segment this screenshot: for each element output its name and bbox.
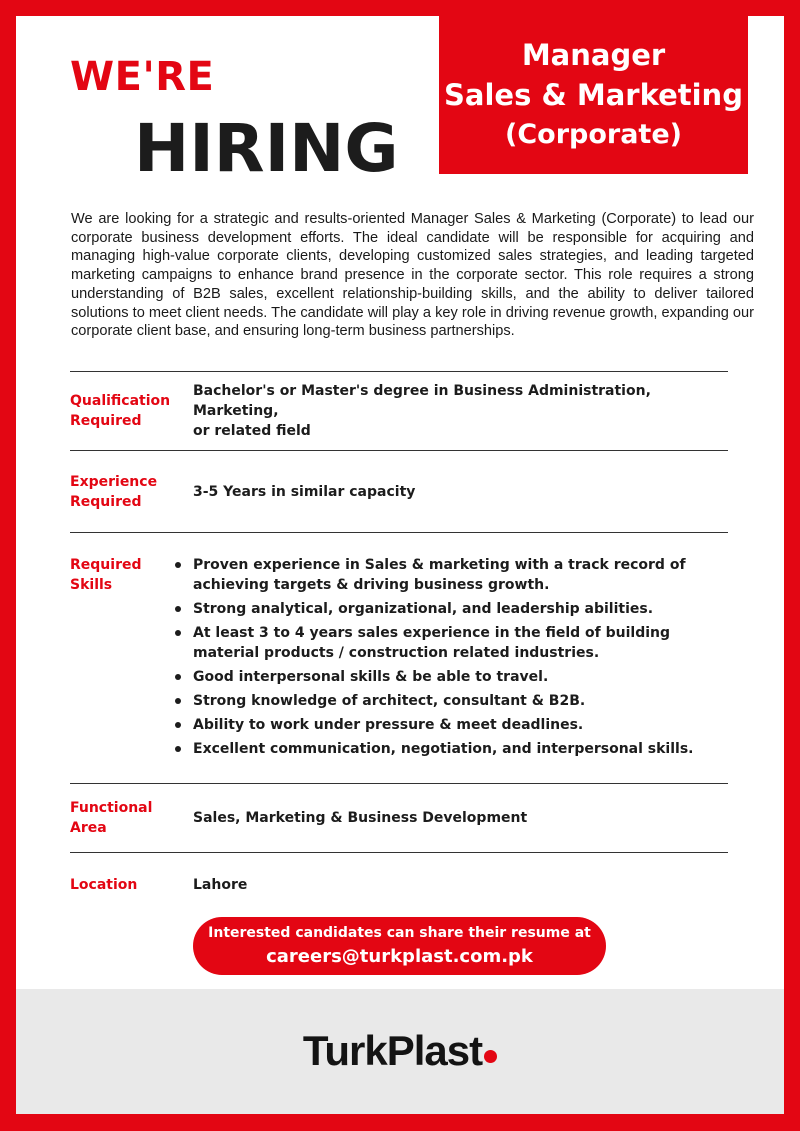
skill-item: Strong analytical, organizational, and leadership abilities. xyxy=(193,599,728,619)
location-row xyxy=(70,852,728,914)
skills-label: Required Skills xyxy=(70,557,142,593)
job-title-line1: Manager xyxy=(521,38,666,72)
job-title-line3: (Corporate) xyxy=(505,119,682,150)
functional-area-row xyxy=(70,783,728,852)
qualification-value: Bachelor's or Master's degree in Business Administration, Marketing, or related field xyxy=(193,383,651,439)
qualification-label: Qualification Required xyxy=(70,393,171,429)
job-description: We are looking for a strategic and results-oriented Manager Sales & Marketing (Corporate) to lead our corporate business development efforts. The ideal candidate will be responsible for acquiring and managing high-value corporate clients, developing customized sales strategies, and leading targeted marketing campaigns to enhance brand presence in the corporate sector. This role requires a strong understanding of B2B sales, excellent relationship-building skills, and the ability to deliver tailored solutions to meet client needs. The candidate will play a key role in driving revenue growth, expanding our corporate client base, and ensuring long-term business partnerships. xyxy=(71,211,754,340)
functional-area-value: Sales, Marketing & Business Development xyxy=(193,810,528,826)
job-poster xyxy=(16,16,784,1114)
functional-area-label: Functional Area xyxy=(70,800,153,836)
apply-banner xyxy=(193,917,606,975)
experience-row xyxy=(70,450,728,532)
hiring-heading: HIRING xyxy=(134,110,399,187)
skill-item: Strong knowledge of architect, consultant & B2B. xyxy=(193,691,728,711)
logo-wordmark: TurkPlast xyxy=(302,1027,483,1074)
footer xyxy=(16,989,784,1114)
job-title-box xyxy=(439,16,748,174)
qualification-row xyxy=(70,371,728,450)
turkplast-logo xyxy=(16,1027,784,1075)
skill-item: Excellent communication, negotiation, and interpersonal skills. xyxy=(193,739,728,759)
apply-email-link[interactable]: careers@turkplast.com.pk xyxy=(266,946,533,967)
skill-item: Ability to work under pressure & meet deadlines. xyxy=(193,715,728,735)
skills-row xyxy=(70,532,728,783)
job-details-table xyxy=(70,371,728,914)
skill-item: Good interpersonal skills & be able to travel. xyxy=(193,667,728,687)
experience-label: Experience Required xyxy=(70,473,158,510)
job-title-line2: Sales & Marketing xyxy=(444,78,743,112)
apply-text: Interested candidates can share their resume at xyxy=(208,925,591,941)
experience-value: 3-5 Years in similar capacity xyxy=(193,483,416,500)
location-value: Lahore xyxy=(193,877,248,893)
skills-list xyxy=(193,555,728,763)
location-label: Location xyxy=(70,877,138,893)
logo-dot-icon xyxy=(484,1050,497,1063)
skill-item: At least 3 to 4 years sales experience in the field of building material products / construction related industries. xyxy=(193,623,728,663)
skill-item: Proven experience in Sales & marketing with a track record of achieving targets & driving business growth. xyxy=(193,555,728,595)
were-heading: WE'RE xyxy=(70,54,215,100)
